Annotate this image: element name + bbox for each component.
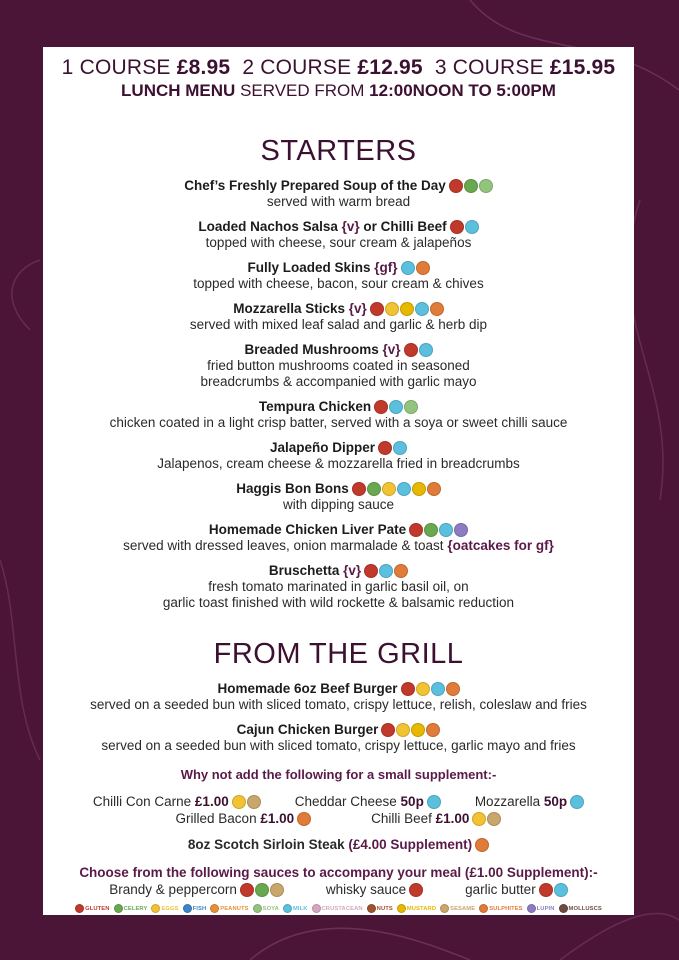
item-description: served with warm bread (266, 194, 411, 209)
allergen-icons (404, 343, 433, 357)
milk-icon (439, 523, 453, 537)
item-description: topped with cheese, bacon, sour cream & chives (193, 276, 484, 291)
milk-icon (419, 343, 433, 357)
supplement-price: £1.00 (194, 794, 229, 809)
celery-icon (367, 482, 381, 496)
sulphites-icon (446, 682, 460, 696)
course3-label: 3 COURSE (434, 56, 544, 79)
lunch-title: LUNCH MENU (121, 81, 236, 100)
item-description: with dipping sauce (282, 497, 395, 512)
menu-item (47, 721, 630, 754)
soya-icon (479, 179, 493, 193)
legend-item-eggs (151, 904, 178, 913)
allergen-icons (378, 441, 407, 455)
sulphites-icon (297, 812, 311, 826)
milk-icon (389, 400, 403, 414)
supplement-price: 50p (543, 794, 568, 809)
allergen-icons (472, 812, 501, 826)
milk-icon (554, 883, 568, 897)
milk-icon (401, 261, 415, 275)
legend-item-fish (183, 904, 207, 913)
mustard-icon (411, 723, 425, 737)
item-description: served on a seeded bun with sliced tomato, crispy lettuce, garlic mayo and fries (101, 738, 576, 753)
milk-icon (397, 482, 411, 496)
eggs-icon (151, 904, 160, 913)
supplement-row (47, 810, 630, 827)
item-description: Jalapenos, cream cheese & mozzarella fried in breadcrumbs (157, 456, 520, 471)
mustard-icon (412, 482, 426, 496)
diet-tag: {v} (382, 342, 401, 357)
eggs-icon (472, 812, 486, 826)
sulphites-icon (394, 564, 408, 578)
diet-tag: {v} (348, 301, 367, 316)
allergen-icons (409, 883, 423, 897)
milk-icon (431, 682, 445, 696)
item-name: Fully Loaded Skins (247, 260, 375, 275)
legend-label: EGGS (161, 905, 179, 912)
lupin-icon (454, 523, 468, 537)
allergen-icons (449, 179, 493, 193)
nuts-icon (367, 904, 376, 913)
sulphites-icon (427, 482, 441, 496)
gluten-icon (401, 682, 415, 696)
menu-item (47, 398, 630, 431)
item-description: served with dressed leaves, onion marmalade & toast (123, 538, 448, 553)
allergen-icons (297, 812, 311, 826)
milk-icon (465, 220, 479, 234)
item-description: served with mixed leaf salad and garlic & herb dip (189, 317, 488, 332)
item-name: Homemade Chicken Liver Pate (208, 522, 407, 537)
legend-item-gluten (75, 904, 109, 913)
item-name: Bruschetta (268, 563, 344, 578)
legend-label: MUSTARD (406, 905, 437, 912)
gluten-icon (75, 904, 84, 913)
item-description: chicken coated in a light crisp batter, served with a soya or sweet chilli sauce (109, 415, 568, 430)
allergen-icons (475, 838, 489, 852)
steak-supplement: (£4.00 Supplement) (348, 837, 473, 852)
course1-label: 1 COURSE (61, 56, 171, 79)
allergen-icons (450, 220, 479, 234)
menu-item (47, 300, 630, 333)
gluten-icon (449, 179, 463, 193)
item-description: served on a seeded bun with sliced tomato, crispy lettuce, relish, coleslaw and fries (90, 697, 587, 712)
sauce-heading: Choose from the following sauces to accompany your meal (£1.00 Supplement):- (79, 865, 598, 880)
legend-label: PEANUTS (220, 905, 249, 912)
gluten-icon (374, 400, 388, 414)
gluten-icon (378, 441, 392, 455)
legend-item-molluscs (559, 904, 602, 913)
supplement-item: Chilli Beef £1.00 (371, 810, 501, 827)
allergen-icons (539, 883, 568, 897)
item-name: Loaded Nachos Salsa (198, 219, 342, 234)
sesame-icon (487, 812, 501, 826)
sulphites-icon (426, 723, 440, 737)
legend-item-nuts (367, 904, 393, 913)
diet-tag: {gf} (374, 260, 398, 275)
allergen-icons (370, 302, 444, 316)
starters-title: STARTERS (260, 135, 417, 167)
supplement-row (47, 793, 630, 810)
legend-item-mustard (397, 904, 436, 913)
allergen-icons (409, 523, 468, 537)
sauce-item: Brandy & peppercorn (109, 881, 284, 898)
supplement-item: Chilli Con Carne £1.00 (93, 793, 261, 810)
legend-item-sesame (440, 904, 475, 913)
gluten-icon (381, 723, 395, 737)
milk-icon (379, 564, 393, 578)
celery-icon (424, 523, 438, 537)
sauce-item: garlic butter (465, 881, 568, 898)
diet-tag: {v} (341, 219, 360, 234)
celery-icon (114, 904, 123, 913)
menu-item (47, 480, 630, 513)
soya-icon (253, 904, 262, 913)
legend-label: MOLLUSCS (568, 905, 602, 912)
gluten-icon (352, 482, 366, 496)
legend-item-sulphites (479, 904, 522, 913)
allergen-icons (364, 564, 408, 578)
item-name: Mozzarella Sticks (233, 301, 349, 316)
legend-label: FISH (192, 905, 207, 912)
sulphites-icon (475, 838, 489, 852)
supplement-heading: Why not add the following for a small supplement:- (180, 767, 497, 782)
supplement-price: 50p (400, 794, 424, 809)
celery-icon (464, 179, 478, 193)
course1-price: £8.95 (176, 56, 231, 79)
legend-label: SULPHITES (489, 905, 523, 912)
item-description-line2: breadcrumbs & accompanied with garlic mayo (200, 374, 477, 389)
allergen-icons (374, 400, 418, 414)
milk-icon (393, 441, 407, 455)
course2-label: 2 COURSE (242, 56, 352, 79)
steak-item (47, 836, 630, 853)
gluten-icon (240, 883, 254, 897)
gluten-icon (364, 564, 378, 578)
gluten-icon (370, 302, 384, 316)
sulphites-icon (416, 261, 430, 275)
item-name: Breaded Mushrooms (244, 342, 383, 357)
milk-icon (427, 795, 441, 809)
sauce-item: whisky sauce (326, 881, 423, 898)
sesame-icon (270, 883, 284, 897)
item-name: Chef’s Freshly Prepared Soup of the Day (184, 178, 446, 193)
sulphites-icon (479, 904, 488, 913)
eggs-icon (382, 482, 396, 496)
eggs-icon (416, 682, 430, 696)
course-prices (47, 56, 630, 80)
supplement-item: Cheddar Cheese 50p (295, 793, 441, 810)
celery-icon (255, 883, 269, 897)
item-description: fresh tomato marinated in garlic basil oil, on (208, 579, 469, 594)
legend-label: NUTS (376, 905, 393, 912)
menu-item (47, 439, 630, 472)
item-description: fried button mushrooms coated in seasoned (207, 358, 470, 373)
gf-note: {oatcakes for gf} (447, 538, 554, 553)
supplement-item: Grilled Bacon £1.00 (176, 810, 312, 827)
eggs-icon (232, 795, 246, 809)
sulphites-icon (430, 302, 444, 316)
crustacean-icon (312, 904, 321, 913)
menu-item (47, 521, 630, 554)
legend-item-lupin (527, 904, 555, 913)
milk-icon (570, 795, 584, 809)
lunch-served: SERVED FROM (240, 81, 365, 100)
allergen-icons (570, 795, 584, 809)
lunch-time: 12:00NOON TO 5:00PM (369, 81, 556, 100)
legend-label: CELERY (123, 905, 148, 912)
legend-label: LUPIN (536, 905, 555, 912)
diet-tag: {v} (343, 563, 362, 578)
supplement-price: £1.00 (260, 811, 295, 826)
course3-price: £15.95 (549, 56, 616, 79)
gluten-icon (539, 883, 553, 897)
menu-item (47, 341, 630, 390)
item-name: Jalapeño Dipper (269, 440, 376, 455)
allergen-icons (401, 261, 430, 275)
item-description-line2: garlic toast finished with wild rockette & balsamic reduction (162, 595, 515, 610)
supplement-item: Mozzarella 50p (475, 793, 584, 810)
sesame-icon (247, 795, 261, 809)
allergen-icons (240, 883, 284, 897)
legend-label: SOYA (262, 905, 279, 912)
fish-icon (183, 904, 192, 913)
lupin-icon (527, 904, 536, 913)
allergen-legend (47, 904, 630, 913)
legend-item-peanuts (210, 904, 248, 913)
allergen-icons (381, 723, 440, 737)
legend-item-celery (114, 904, 148, 913)
legend-label: MILK (292, 905, 308, 912)
item-description: topped with cheese, sour cream & jalapeños (205, 235, 472, 250)
legend-item-milk (283, 904, 308, 913)
gluten-icon (404, 343, 418, 357)
menu-item (47, 218, 630, 251)
item-name: Homemade 6oz Beef Burger (217, 681, 398, 696)
soya-icon (404, 400, 418, 414)
item-name-suffix: or Chilli Beef (359, 219, 447, 234)
allergen-icons (427, 795, 441, 809)
legend-label: SESAME (450, 905, 476, 912)
menu-item (47, 259, 630, 292)
legend-item-crustacean (312, 904, 363, 913)
gluten-icon (450, 220, 464, 234)
supplement-price: £1.00 (435, 811, 470, 826)
milk-icon (283, 904, 292, 913)
menu-item (47, 562, 630, 611)
allergen-icons (401, 682, 460, 696)
item-name: Haggis Bon Bons (236, 481, 349, 496)
eggs-icon (385, 302, 399, 316)
molluscs-icon (559, 904, 568, 913)
gluten-icon (409, 523, 423, 537)
legend-label: CRUSTACEAN (321, 905, 363, 912)
item-name: Tempura Chicken (258, 399, 372, 414)
gluten-icon (409, 883, 423, 897)
peanuts-icon (210, 904, 219, 913)
sauce-row (47, 881, 630, 898)
legend-label: GLUTEN (85, 905, 110, 912)
menu-card (43, 47, 634, 915)
lunch-hours (47, 80, 630, 102)
mustard-icon (397, 904, 406, 913)
item-name: Cajun Chicken Burger (236, 722, 379, 737)
legend-item-soya (253, 904, 279, 913)
sesame-icon (440, 904, 449, 913)
course2-price: £12.95 (357, 56, 423, 79)
menu-item (47, 680, 630, 713)
allergen-icons (352, 482, 441, 496)
allergen-icons (232, 795, 261, 809)
menu-item (47, 177, 630, 210)
eggs-icon (396, 723, 410, 737)
steak-name: 8oz Scotch Sirloin Steak (187, 837, 349, 852)
mustard-icon (400, 302, 414, 316)
grill-title: FROM THE GRILL (213, 638, 464, 670)
milk-icon (415, 302, 429, 316)
